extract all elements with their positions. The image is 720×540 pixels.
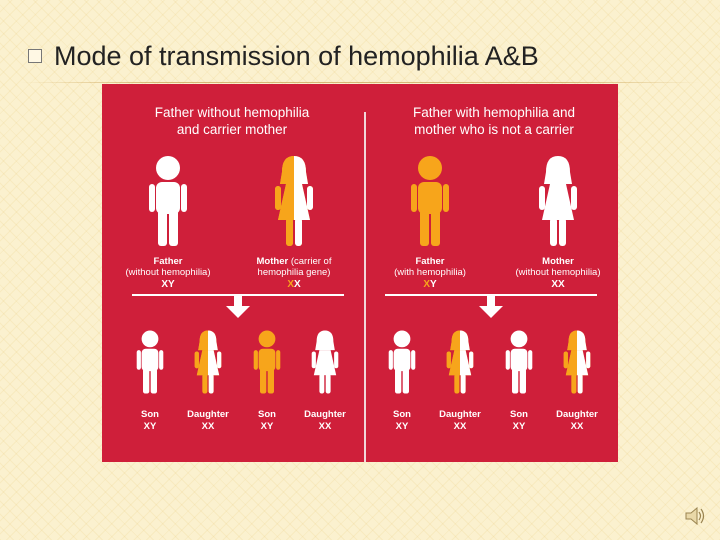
geno-y: Y — [267, 421, 274, 432]
geno-y: Y — [168, 279, 175, 290]
right-down-arrow-icon — [477, 296, 505, 320]
geno-x: X — [294, 279, 301, 290]
right-father-genotype — [410, 279, 450, 290]
right-mother-sub: (without hemophilia) — [515, 267, 601, 278]
geno-y: Y — [150, 421, 157, 432]
left-mother-carrier-figure — [274, 154, 314, 248]
geno-x: X — [395, 421, 402, 432]
left-son-unaffected-figure — [136, 328, 164, 396]
left-mother-title: Mother — [256, 256, 289, 267]
geno-x: X — [577, 421, 584, 432]
right-son-unaffected-figure — [388, 328, 416, 396]
child-name: Daughter — [304, 409, 346, 420]
left-mother-label — [242, 256, 346, 278]
left-daughter-unaffected-figure — [311, 328, 339, 396]
left-father-label — [108, 256, 228, 278]
checkbox-bullet-icon — [28, 49, 42, 63]
child-name: Daughter — [556, 409, 598, 420]
geno-y: Y — [430, 279, 437, 290]
child-name: Son — [393, 409, 411, 420]
geno-x-affected: X — [423, 279, 430, 290]
child-name: Son — [510, 409, 528, 420]
right-child-3-label — [489, 409, 549, 433]
left-down-arrow-icon — [224, 296, 252, 320]
geno-y: Y — [519, 421, 526, 432]
right-father-label — [372, 256, 488, 278]
left-heading-line1: Father without hemophilia — [154, 105, 310, 120]
right-heading-line2: mother who is not a carrier — [414, 122, 574, 137]
geno-y: Y — [402, 421, 409, 432]
speaker-icon[interactable] — [684, 506, 706, 526]
slide-title-text: Mode of transmission of hemophilia A&B — [54, 40, 539, 71]
right-father-title: Father — [415, 256, 445, 267]
left-son-affected-figure — [253, 328, 281, 396]
right-heading-line1: Father with hemophilia and — [412, 105, 576, 120]
right-mother-genotype — [538, 279, 578, 290]
left-daughter-carrier-figure — [194, 328, 222, 396]
geno-x-affected: X — [260, 421, 267, 432]
geno-x: X — [161, 279, 168, 290]
slide-title — [28, 38, 708, 74]
left-child-4-label — [295, 409, 355, 433]
geno-x-affected: X — [201, 421, 208, 432]
child-name: Daughter — [187, 409, 229, 420]
right-son-unaffected-figure — [505, 328, 533, 396]
left-father-title: Father — [153, 256, 183, 267]
left-father-figure — [148, 154, 188, 248]
geno-x: X — [558, 279, 565, 290]
left-father-sub: (without hemophilia) — [125, 267, 211, 278]
geno-x-affected: X — [453, 421, 460, 432]
right-father-sub: (with hemophilia) — [394, 267, 466, 278]
left-father-genotype — [148, 279, 188, 290]
child-name: Son — [141, 409, 159, 420]
right-daughter-carrier-figure — [563, 328, 591, 396]
left-mother-title-rest: (carrier of — [288, 256, 332, 267]
geno-x: X — [143, 421, 150, 432]
right-child-4-label — [547, 409, 607, 433]
right-child-2-label — [430, 409, 490, 433]
geno-x: X — [325, 421, 332, 432]
right-child-1-label — [372, 409, 432, 433]
geno-x: X — [512, 421, 519, 432]
right-mother-label — [502, 256, 614, 278]
panel-divider — [364, 112, 366, 462]
left-child-2-label — [178, 409, 238, 433]
left-child-1-label — [120, 409, 180, 433]
right-mother-title: Mother — [542, 256, 574, 267]
child-name: Son — [258, 409, 276, 420]
geno-x: X — [208, 421, 215, 432]
geno-x: X — [460, 421, 467, 432]
geno-x-affected: X — [570, 421, 577, 432]
title-divider — [20, 82, 700, 83]
right-mother-figure — [538, 154, 578, 248]
left-mother-genotype — [274, 279, 314, 290]
right-daughter-carrier-figure — [446, 328, 474, 396]
left-heading — [112, 104, 352, 138]
right-heading — [374, 104, 614, 138]
hemophilia-infographic — [102, 84, 618, 462]
geno-x-affected: X — [287, 279, 294, 290]
geno-x: X — [318, 421, 325, 432]
left-child-3-label — [237, 409, 297, 433]
geno-x: X — [551, 279, 558, 290]
left-mother-sub: hemophilia gene) — [257, 267, 331, 278]
child-name: Daughter — [439, 409, 481, 420]
right-father-affected-figure — [410, 154, 450, 248]
left-heading-line2: and carrier mother — [176, 122, 288, 137]
